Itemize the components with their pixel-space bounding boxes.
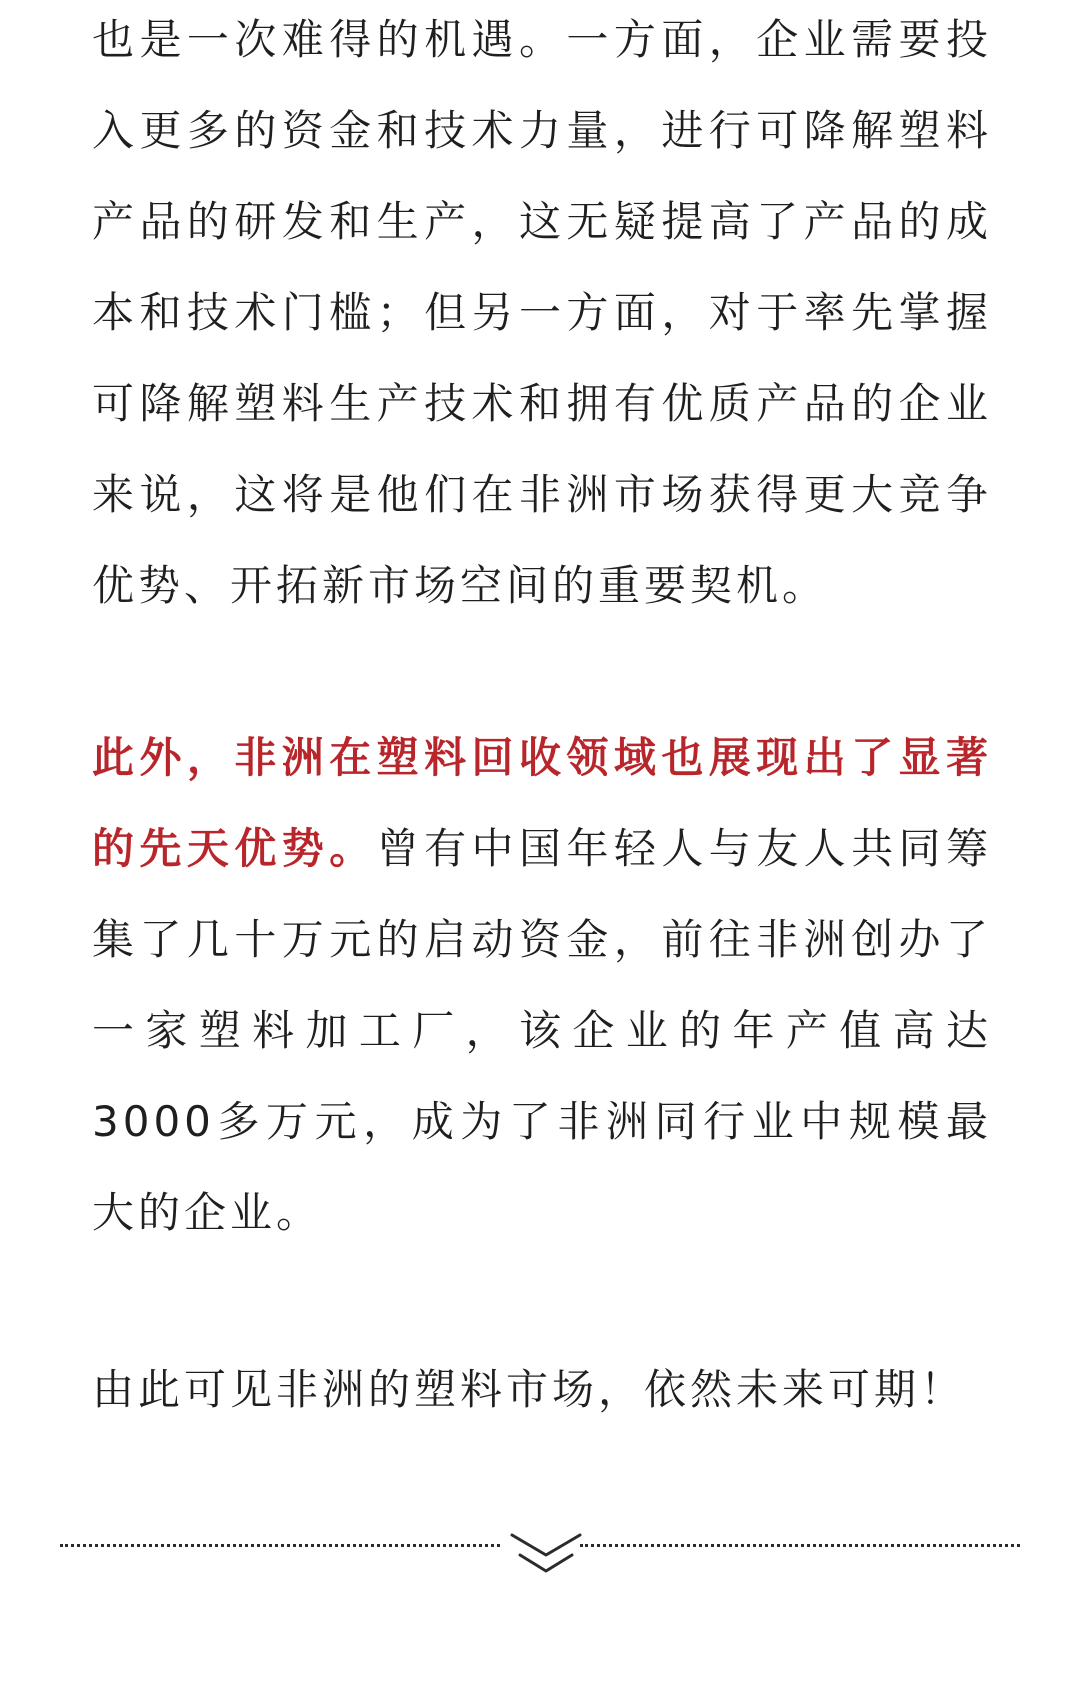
dotted-line-right	[580, 1544, 1020, 1547]
paragraph-recycling-body: 曾有中国年轻人与友人共同筹集了几十万元的启动资金，前往非洲创办了一家塑料加工厂，该企业的年产值高达3000多万元，成为了非洲同行业中规模最大的企业。	[92, 824, 992, 1237]
paragraph-recycling	[92, 712, 992, 1258]
paragraph-opportunity: 也是一次难得的机遇。一方面，企业需要投入更多的资金和技术力量，进行可降解塑料产品的研发和生产，这无疑提高了产品的成本和技术门槛；但另一方面，对于率先掌握可降解塑料生产技术和拥有优质产品的企业来说，这将是他们在非洲市场获得更大竞争优势、开拓新市场空间的重要契机。	[92, 15, 992, 610]
dotted-line-left	[60, 1544, 500, 1547]
paragraph-conclusion: 由此可见非洲的塑料市场，依然未来可期！	[92, 1365, 967, 1414]
highlight-text: 此外，非洲在塑料回收领域也展现出了显著的先天优势。	[92, 733, 992, 873]
double-chevron-down-icon	[506, 1529, 586, 1585]
section-divider	[60, 1525, 1020, 1585]
